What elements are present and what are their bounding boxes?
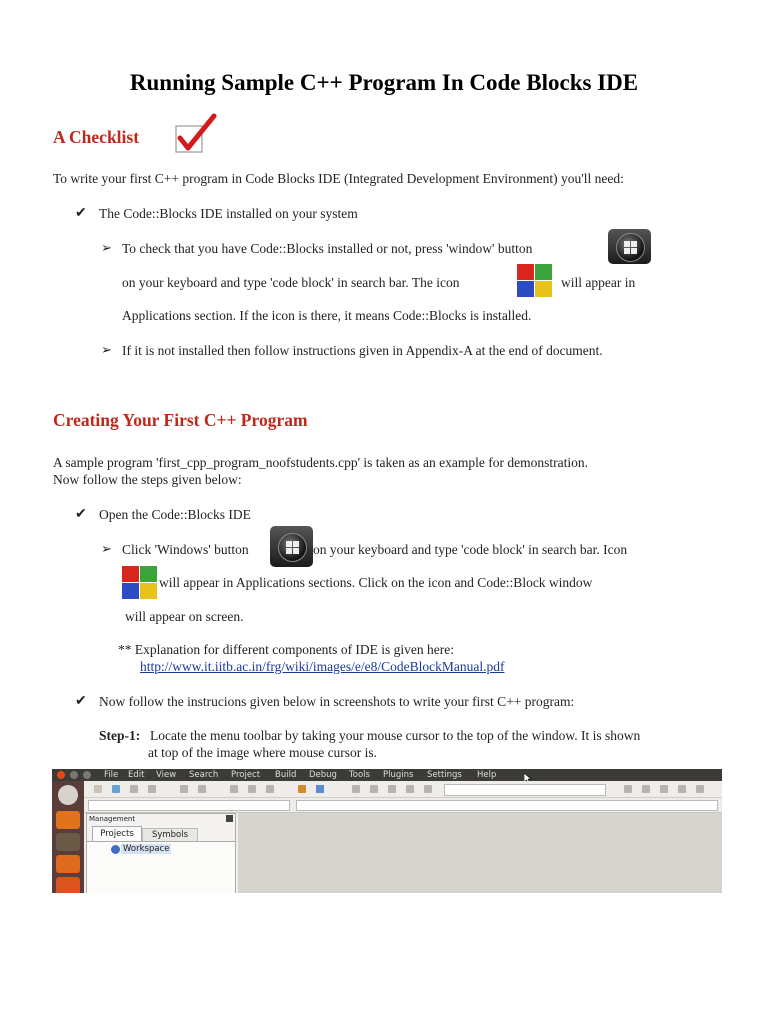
menu-view: View <box>156 770 177 780</box>
undo-icon <box>180 785 188 793</box>
projects-tree <box>87 841 235 893</box>
workspace-icon <box>111 845 120 854</box>
step-1-label: Step-1: <box>99 728 141 743</box>
ide-note: ** Explanation for different components of IDE is given here: <box>118 642 455 657</box>
firefox-icon <box>56 811 80 829</box>
menu-file: File <box>104 770 119 780</box>
menu-debug: Debug <box>309 770 337 780</box>
new-file-icon <box>94 785 102 793</box>
creating-sub-1a: Click 'Windows' button <box>122 542 249 557</box>
workspace-node: Workspace <box>123 844 170 854</box>
close-window-icon <box>57 771 65 779</box>
open-file-icon <box>112 785 120 793</box>
management-title: Management <box>89 815 136 823</box>
arrow-bullet: ➢ <box>101 240 112 255</box>
run-icon <box>370 785 378 793</box>
symbol-select <box>296 800 718 811</box>
codeblocks-icon <box>517 264 553 298</box>
step-1-line-2: at top of the image where mouse cursor is. <box>148 745 378 760</box>
build-target-select <box>444 784 606 796</box>
paste-icon <box>266 785 274 793</box>
step-1-line-1: Locate the menu toolbar by taking your mouse cursor to the top of the window. It is shown <box>150 728 641 743</box>
checklist-sub-1-line-2a: on your keyboard and type 'code block' in search bar. The icon <box>122 275 460 290</box>
arrow-bullet: ➢ <box>101 342 112 357</box>
step-out-icon <box>696 785 704 793</box>
ubuntu-launcher <box>52 781 84 893</box>
app-icon <box>56 877 80 893</box>
save-icon <box>130 785 138 793</box>
abort-icon <box>424 785 432 793</box>
editor-area <box>238 813 722 893</box>
creating-item-1: Open the Code::Blocks IDE <box>99 507 251 522</box>
build-run-icon <box>388 785 396 793</box>
check-bullet: ✔ <box>75 507 87 522</box>
menu-search: Search <box>189 770 219 780</box>
replace-icon <box>316 785 324 793</box>
management-panel <box>86 813 236 893</box>
ide-toolbar-secondary <box>84 798 722 813</box>
menu-plugins: Plugins <box>383 770 414 780</box>
creating-sub-1d: will appear on screen. <box>125 609 244 624</box>
debug-icon <box>624 785 632 793</box>
codeblocks-icon <box>122 566 158 600</box>
ide-screenshot <box>52 769 722 893</box>
find-icon <box>298 785 306 793</box>
page-title: Running Sample C++ Program In Code Blocks IDE <box>129 70 639 95</box>
folder-icon <box>56 855 80 873</box>
creating-sub-1b: on your keyboard and type 'code block' in search bar. Icon <box>313 542 628 557</box>
dash-home-icon <box>58 785 78 805</box>
minimize-window-icon <box>70 771 78 779</box>
windows-button-icon <box>608 229 651 264</box>
ide-toolbar <box>84 781 722 798</box>
checklist-heading: A Checklist <box>53 127 140 147</box>
menu-edit: Edit <box>128 770 145 780</box>
checklist-sub-1-line-3: Applications section. If the icon is there, it means Code::Blocks is installed. <box>122 308 532 323</box>
creating-sub-1c: will appear in Applications sections. Click on the icon and Code::Block window <box>159 575 593 590</box>
menu-project: Project <box>231 770 261 780</box>
creating-intro-2: Now follow the steps given below: <box>53 472 242 487</box>
maximize-window-icon <box>83 771 91 779</box>
menu-tools: Tools <box>349 770 370 780</box>
checklist-intro: To write your first C++ program in Code Blocks IDE (Integrated Development Environment) you'll need: <box>53 171 624 186</box>
checklist-sub-1-line-2b: will appear in <box>561 275 636 290</box>
step-into-icon <box>678 785 686 793</box>
codeblock-manual-link[interactable]: http://www.it.iitb.ac.in/frg/wiki/images/e/e8/CodeBlockManual.pdf <box>140 659 505 674</box>
checklist-sub-1-line-1: To check that you have Code::Blocks installed or not, press 'window' button <box>122 241 533 256</box>
check-bullet: ✔ <box>75 694 87 709</box>
checklist-item-1: The Code::Blocks IDE installed on your system <box>99 206 358 221</box>
run-to-cursor-icon <box>642 785 650 793</box>
checklist-sub-2: If it is not installed then follow instructions given in Appendix-A at the end of document. <box>122 343 603 358</box>
windows-button-icon <box>270 526 313 567</box>
creating-heading: Creating Your First C++ Program <box>53 410 308 430</box>
menu-settings: Settings <box>427 770 462 780</box>
next-line-icon <box>660 785 668 793</box>
creating-intro-1: A sample program 'first_cpp_program_noofstudents.cpp' is taken as an example for demonstration. <box>53 455 588 470</box>
arrow-bullet: ➢ <box>101 541 112 556</box>
cut-icon <box>230 785 238 793</box>
red-checkmark-icon <box>173 112 219 156</box>
copy-icon <box>248 785 256 793</box>
files-icon <box>56 833 80 851</box>
ide-menubar <box>52 769 722 781</box>
save-all-icon <box>148 785 156 793</box>
scope-select <box>88 800 290 811</box>
redo-icon <box>198 785 206 793</box>
check-bullet: ✔ <box>75 206 87 221</box>
close-panel-icon <box>226 815 233 822</box>
creating-item-2: Now follow the instrucions given below in screenshots to write your first C++ program: <box>99 694 575 709</box>
tab-projects: Projects <box>92 826 142 841</box>
menu-build: Build <box>275 770 297 780</box>
menu-help: Help <box>477 770 497 780</box>
tab-symbols: Symbols <box>142 828 198 841</box>
rebuild-icon <box>406 785 414 793</box>
build-icon <box>352 785 360 793</box>
